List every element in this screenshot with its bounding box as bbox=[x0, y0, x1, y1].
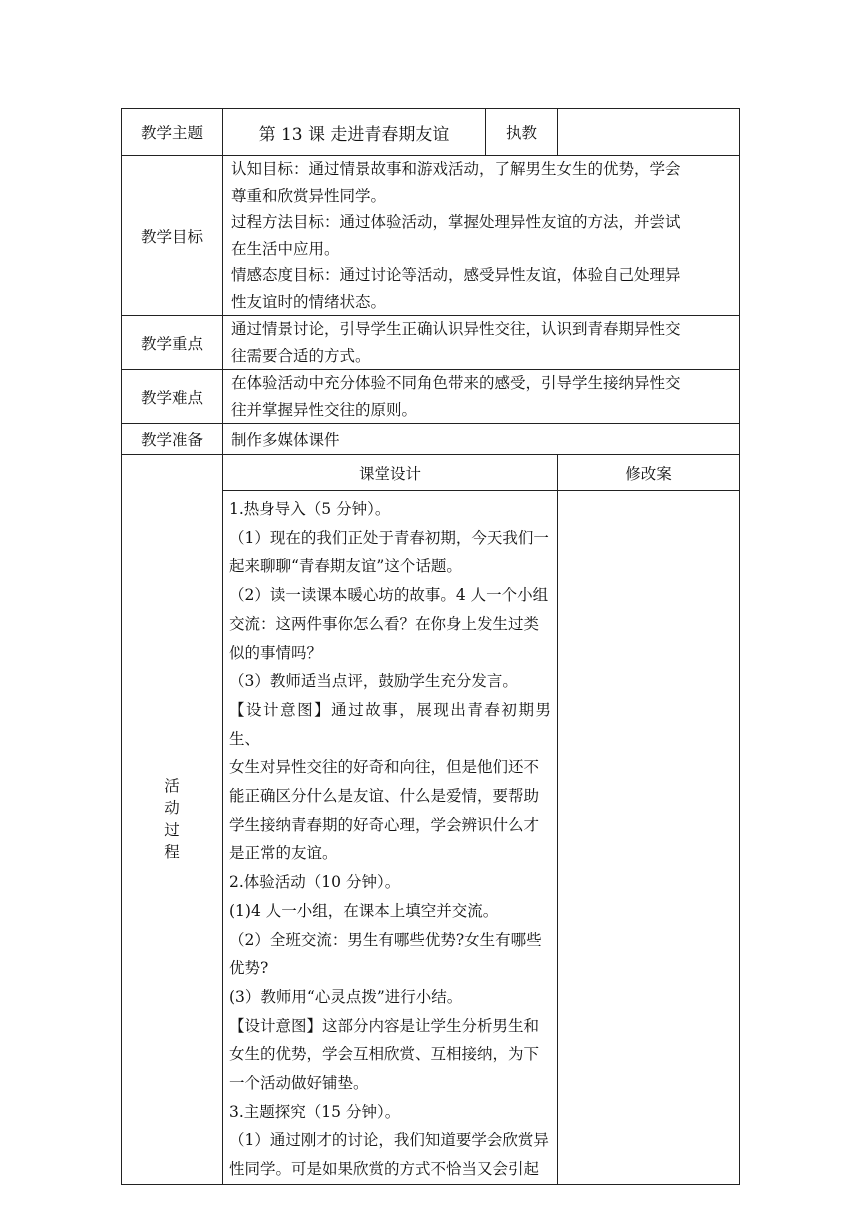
difficulties-line: 往并掌握异性交往的原则。 bbox=[231, 400, 418, 419]
objectives-line: 过程方法目标：通过体验活动，掌握处理异性友谊的方法，并尝试 bbox=[231, 213, 681, 231]
design-line: 交流：这两件事你怎么看？在你身上发生过类 bbox=[229, 614, 540, 633]
objectives-line: 认知目标：通过情景故事和游戏活动，了解男生女生的优势，学会 bbox=[231, 160, 681, 178]
design-line: 【设计意图】这部分内容是让学生分析男生和 bbox=[229, 1016, 540, 1035]
design-line: 是正常的友谊。 bbox=[229, 844, 338, 863]
key-points-label: 教学重点 bbox=[122, 316, 223, 370]
process-label-char: 程 bbox=[164, 843, 180, 862]
objectives-line: 情感态度目标：通过讨论等活动，感受异性友谊，体验自己处理异 bbox=[231, 266, 681, 284]
design-line: 学生接纳青春期的好奇心理，学会辨识什么才 bbox=[229, 815, 540, 834]
design-line: 能正确区分什么是友谊、什么是爱情，要帮助 bbox=[229, 787, 540, 806]
objectives-line: 在生活中应用。 bbox=[231, 239, 340, 258]
design-line: (1)4 人一小组，在课本上填空并交流。 bbox=[229, 901, 499, 920]
objectives-row bbox=[122, 156, 740, 316]
revision-header: 修改案 bbox=[558, 455, 740, 491]
revision-content bbox=[558, 491, 740, 1185]
design-line: （2）读一读课本暖心坊的故事。4 人一个小组 bbox=[229, 586, 549, 605]
design-line: （2）全班交流：男生有哪些优势?女生有哪些 bbox=[229, 930, 542, 949]
objectives-content bbox=[223, 156, 740, 316]
teacher-value bbox=[558, 109, 740, 156]
design-line: 似的事情吗？ bbox=[229, 643, 323, 662]
design-line: 起来聊聊“青春期友谊”这个话题。 bbox=[229, 557, 462, 576]
design-content bbox=[223, 491, 558, 1185]
design-line: 2.体验活动（10 分钟）。 bbox=[229, 873, 401, 892]
process-label-char: 过 bbox=[164, 821, 180, 840]
design-line: 女生的优势，学会互相欣赏、互相接纳，为下 bbox=[229, 1045, 540, 1064]
design-line: 女生对异性交往的好奇和向往，但是他们还不 bbox=[229, 758, 540, 777]
lesson-plan-table bbox=[121, 108, 740, 1185]
objectives-line: 尊重和欣赏异性同学。 bbox=[231, 186, 387, 205]
topic-label: 教学主题 bbox=[122, 109, 223, 156]
difficulties-row bbox=[122, 370, 740, 424]
process-label-char: 动 bbox=[164, 799, 180, 818]
design-line: 一个活动做好铺垫。 bbox=[229, 1074, 369, 1093]
teacher-label: 执教 bbox=[486, 109, 558, 156]
objectives-label: 教学目标 bbox=[122, 156, 223, 316]
preparation-label: 教学准备 bbox=[122, 424, 223, 455]
process-label bbox=[122, 455, 223, 1185]
design-line: 3.主题探究（15 分钟）。 bbox=[229, 1102, 401, 1121]
preparation-row bbox=[122, 424, 740, 455]
difficulties-label: 教学难点 bbox=[122, 370, 223, 424]
design-line: 1.热身导入（5 分钟）。 bbox=[229, 500, 391, 518]
design-line: （1）通过刚才的讨论，我们知道要学会欣赏异 bbox=[229, 1131, 549, 1150]
topic-row bbox=[122, 109, 740, 156]
process-header-row bbox=[122, 455, 740, 491]
preparation-value: 制作多媒体课件 bbox=[223, 424, 740, 455]
objectives-line: 性友谊时的情绪状态。 bbox=[231, 292, 387, 311]
difficulties-content bbox=[223, 370, 740, 424]
difficulties-line: 在体验活动中充分体验不同角色带来的感受，引导学生接纳异性交 bbox=[231, 374, 681, 392]
process-label-char: 活 bbox=[164, 777, 180, 796]
design-line: （3）教师适当点评，鼓励学生充分发言。 bbox=[229, 672, 518, 691]
design-line: 【设计意图】通过故事，展现出青春初期男生、 bbox=[229, 700, 551, 748]
design-line: 优势? bbox=[229, 959, 269, 978]
topic-value: 第 13 课 走进青春期友谊 bbox=[223, 109, 486, 156]
design-header: 课堂设计 bbox=[223, 455, 558, 491]
key-points-row bbox=[122, 316, 740, 370]
key-points-line: 往需要合适的方式。 bbox=[231, 346, 371, 365]
design-line: （1）现在的我们正处于青春初期，今天我们一 bbox=[229, 528, 549, 547]
design-line: (3）教师用“心灵点拨”进行小结。 bbox=[229, 987, 463, 1006]
key-points-content bbox=[223, 316, 740, 370]
design-line: 性同学。可是如果欣赏的方式不恰当又会引起 bbox=[229, 1160, 540, 1179]
key-points-line: 通过情景讨论，引导学生正确认识异性交往，认识到青春期异性交 bbox=[231, 320, 681, 338]
